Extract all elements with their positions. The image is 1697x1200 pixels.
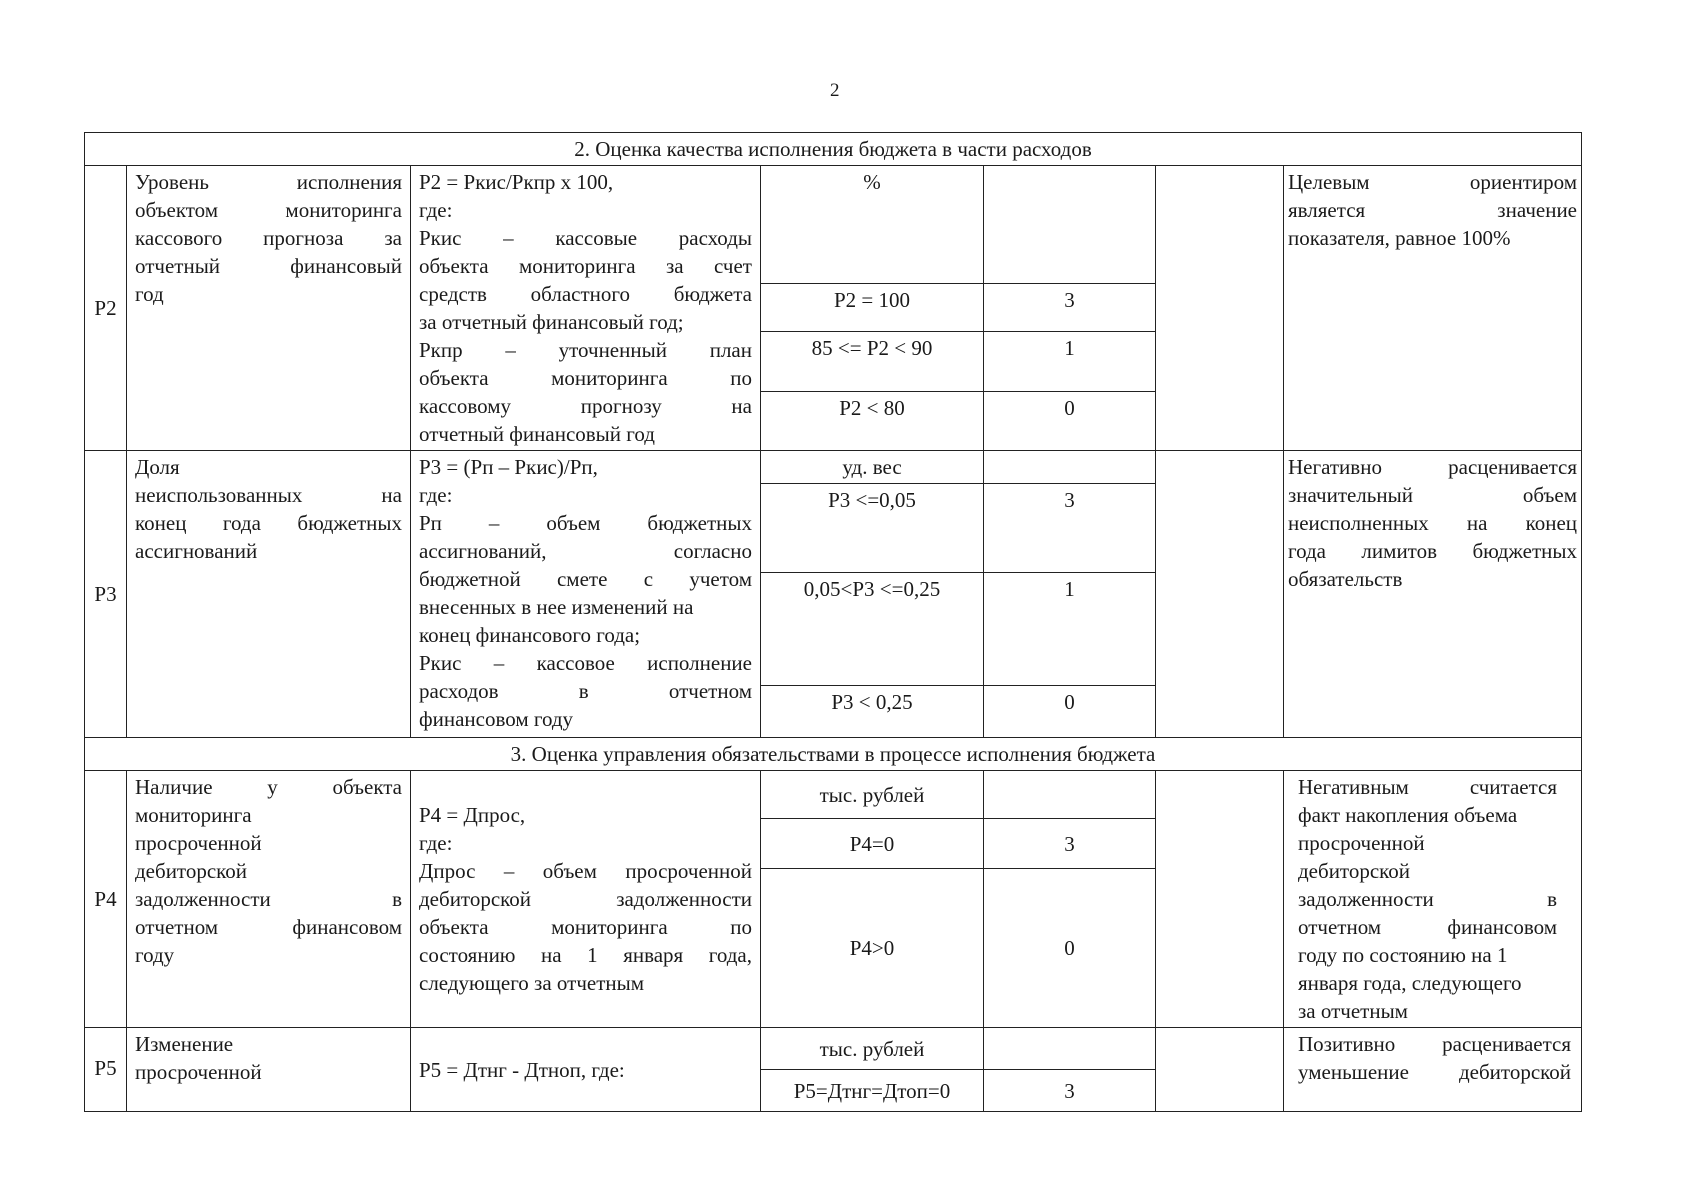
p2-empty [1156, 166, 1284, 451]
p2-name-line: год [135, 282, 164, 306]
p3-formula-line: финансовом году [419, 707, 574, 731]
p2-formula-line: объекта мониторинга за счет [419, 254, 752, 278]
p2-formula-line: Ркпр – уточненный план [419, 338, 752, 362]
p3-note-line: Негативно расценивается [1288, 455, 1578, 479]
p5-name [127, 1028, 411, 1112]
p4-formula-line: Дпрос – объем просроченной [419, 859, 752, 883]
p3-formula [411, 451, 761, 738]
p3-row [85, 451, 1582, 484]
p2-row [85, 166, 1582, 284]
p2-score: 0 [984, 392, 1156, 451]
p3-name [127, 451, 411, 738]
p3-formula-line: ассигнований, согласно [419, 539, 752, 563]
p4-name [127, 771, 411, 1028]
p5-note [1284, 1028, 1582, 1112]
p5-name-line: просроченной [135, 1060, 262, 1084]
section-3-row [85, 738, 1582, 771]
p3-note-line: года лимитов бюджетных [1288, 539, 1578, 563]
p3-formula-line: бюджетной смете с учетом [419, 567, 752, 591]
p2-note-line: Целевым ориентиром [1288, 170, 1578, 194]
p2-note-line: является значение [1288, 198, 1578, 222]
p4-formula-line: Р4 = Дпрос, [419, 803, 526, 827]
p4-note-line: факт накопления объема [1298, 803, 1518, 827]
p4-note-line: просроченной [1298, 831, 1425, 855]
p2-cond: Р2 = 100 [761, 283, 984, 332]
p3-empty [1156, 451, 1284, 738]
p4-name-line: мониторинга [135, 803, 252, 827]
p4-cond: Р4>0 [761, 868, 984, 1027]
section-3-title: 3. Оценка управления обязательствами в процессе исполнения бюджета [85, 738, 1582, 771]
p2-formula-line: средств областного бюджета [419, 282, 752, 306]
p3-score: 1 [984, 573, 1156, 686]
p3-score: 3 [984, 484, 1156, 573]
p2-formula-line: за отчетный финансовый год; [419, 310, 684, 334]
indicators-table [84, 132, 1582, 1112]
p2-name [127, 166, 411, 451]
p3-name-line: конец года бюджетных [135, 511, 402, 535]
p5-unit: тыс. рублей [761, 1028, 984, 1070]
p4-note [1284, 771, 1582, 1028]
page-number: 2 [830, 80, 840, 101]
p5-name-line: Изменение [135, 1032, 234, 1056]
p2-formula-line: Р2 = Ркис/Ркпр х 100, [419, 170, 614, 194]
p2-cond: 85 <= Р2 < 90 [761, 332, 984, 392]
indicators-table-wrap [84, 132, 1581, 1112]
p2-unit: % [761, 166, 984, 284]
p4-note-line: задолженности в [1298, 887, 1558, 911]
p3-formula-line: конец финансового года; [419, 623, 641, 647]
p5-score: 3 [984, 1070, 1156, 1112]
p4-unit: тыс. рублей [761, 771, 984, 819]
p3-cond: Р3 < 0,25 [761, 686, 984, 738]
p5-formula [411, 1028, 761, 1112]
p2-score: 3 [984, 283, 1156, 332]
p5-cond: Р5=Дтнг=Дтоп=0 [761, 1070, 984, 1112]
p4-row [85, 771, 1582, 819]
p4-note-line: дебиторской [1298, 859, 1411, 883]
p5-row [85, 1028, 1582, 1070]
p4-note-line: января года, следующего [1298, 971, 1522, 995]
p5-note-line: Позитивно расценивается [1298, 1032, 1572, 1056]
p3-formula-line: Р3 = (Рп – Ркис)/Рп, [419, 455, 598, 479]
p5-code: Р5 [85, 1028, 127, 1112]
p4-note-line: году по состоянию на 1 [1298, 943, 1508, 967]
p4-formula-line: объекта мониторинга по [419, 915, 752, 939]
p2-note [1284, 166, 1582, 451]
p2-formula-line: Ркис – кассовые расходы [419, 226, 752, 250]
p4-unit-score [984, 771, 1156, 819]
p3-formula-line: Рп – объем бюджетных [419, 511, 752, 535]
p4-formula-line: дебиторской задолженности [419, 887, 752, 911]
p2-code: Р2 [85, 166, 127, 451]
p3-note-line: обязательств [1288, 567, 1403, 591]
p2-cond: Р2 < 80 [761, 392, 984, 451]
p2-score: 1 [984, 332, 1156, 392]
p3-unit-score [984, 451, 1156, 484]
p3-unit: уд. вес [761, 451, 984, 484]
p2-formula-line: кассовому прогнозу на [419, 394, 752, 418]
p4-name-line: году [135, 943, 175, 967]
p4-empty [1156, 771, 1284, 1028]
p2-name-line: кассового прогноза за [135, 226, 402, 250]
p4-name-line: задолженности в [135, 887, 402, 911]
p4-name-line: Наличие у объекта [135, 775, 402, 799]
p3-cond: 0,05<Р3 <=0,25 [761, 573, 984, 686]
p4-formula-line: где: [419, 831, 453, 855]
p3-name-line: неиспользованных на [135, 483, 402, 507]
section-2-row [85, 133, 1582, 166]
p3-name-line: ассигнований [135, 539, 258, 563]
p5-note-line: уменьшение дебиторской [1298, 1060, 1572, 1084]
p3-name-line: Доля [135, 455, 180, 479]
p2-formula-line: где: [419, 198, 453, 222]
p3-note [1284, 451, 1582, 738]
p2-name-line: объектом мониторинга [135, 198, 402, 222]
p3-cond: Р3 <=0,05 [761, 484, 984, 573]
p4-formula-line: состоянию на 1 января года, [419, 943, 752, 967]
p3-code: Р3 [85, 451, 127, 738]
p3-note-line: неисполненных на конец [1288, 511, 1578, 535]
p2-name-line: Уровень исполнения [135, 170, 402, 194]
p2-formula-line: объекта мониторинга по [419, 366, 752, 390]
p5-formula-line: Р5 = Дтнг - Дтноп, где: [419, 1058, 625, 1082]
p4-score: 3 [984, 819, 1156, 868]
p4-note-line: отчетном финансовом [1298, 915, 1558, 939]
p3-score: 0 [984, 686, 1156, 738]
p2-note-line: показателя, равное 100% [1288, 226, 1511, 250]
section-2-title: 2. Оценка качества исполнения бюджета в части расходов [85, 133, 1582, 166]
p2-unit-score [984, 166, 1156, 284]
p4-cond: Р4=0 [761, 819, 984, 868]
p4-name-line: отчетном финансовом [135, 915, 402, 939]
p4-note-line: за отчетным [1298, 999, 1408, 1023]
p4-score: 0 [984, 868, 1156, 1027]
p4-formula [411, 771, 761, 1028]
p4-name-line: дебиторской [135, 859, 248, 883]
p4-code: Р4 [85, 771, 127, 1028]
p3-note-line: значительный объем [1288, 483, 1578, 507]
p2-formula-line: отчетный финансовый год [419, 422, 655, 446]
p3-formula-line: где: [419, 483, 453, 507]
p5-empty [1156, 1028, 1284, 1112]
p3-formula-line: внесенных в нее изменений на [419, 595, 694, 619]
p4-note-line: Негативным считается [1298, 775, 1558, 799]
p3-formula-line: расходов в отчетном [419, 679, 752, 703]
p3-formula-line: Ркис – кассовое исполнение [419, 651, 752, 675]
p5-unit-score [984, 1028, 1156, 1070]
p2-formula [411, 166, 761, 451]
p4-name-line: просроченной [135, 831, 262, 855]
p2-name-line: отчетный финансовый [135, 254, 402, 278]
p4-formula-line: следующего за отчетным [419, 971, 645, 995]
